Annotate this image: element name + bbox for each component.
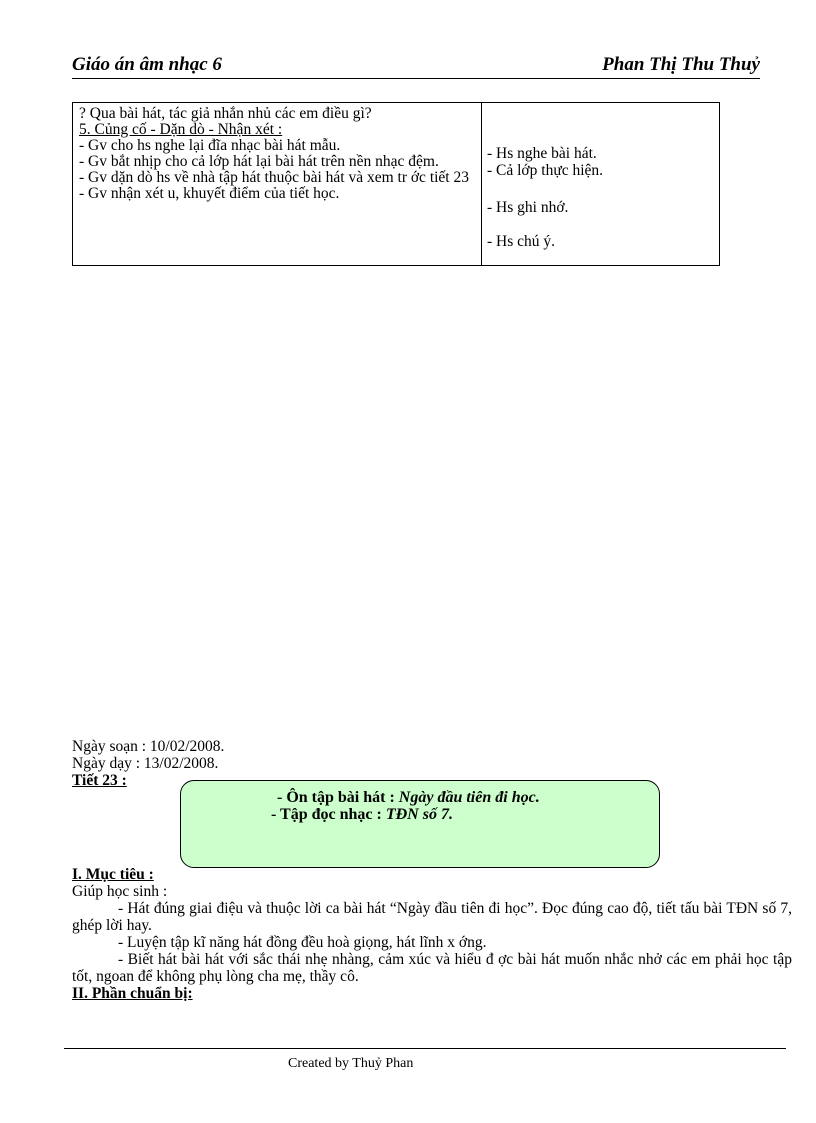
objectives-heading: I. Mục tiêu :	[72, 866, 154, 883]
teacher-step-2: - Gv bắt nhịp cho cả lớp hát lại bài hát trên nền nhạc đệm.	[79, 153, 439, 170]
section5-heading: 5. Củng cố - Dặn dò - Nhận xét :	[79, 121, 283, 138]
topic-review-song	[277, 789, 540, 807]
footer-divider	[64, 1048, 786, 1049]
activity-table	[72, 102, 720, 266]
student-step-1: - Hs nghe bài hát.	[487, 145, 597, 162]
page-header	[72, 52, 760, 79]
topic-reading-value: TĐN số 7.	[385, 806, 453, 823]
topic-reading-label: - Tập đọc nhạc :	[271, 806, 382, 823]
topic-review-value: Ngày đầu tiên đi học.	[398, 789, 540, 806]
table-column-divider	[481, 103, 482, 265]
student-step-2: - Cả lớp thực hiện.	[487, 162, 604, 179]
teacher-step-4: - Gv nhận xét u, khuyết điểm của tiết học.	[79, 185, 340, 202]
date-taught: Ngày dạy : 13/02/2008.	[72, 755, 219, 772]
topic-sight-reading	[271, 806, 453, 824]
teacher-activities-cell	[79, 106, 475, 202]
header-author: Phan Thị Thu Thuỷ	[602, 54, 760, 75]
student-step-4: - Hs chú ý.	[487, 233, 556, 250]
student-step-3: - Hs ghi nhớ.	[487, 199, 569, 216]
teacher-question: ? Qua bài hát, tác giả nhắn nhủ các em điều gì?	[79, 105, 372, 122]
header-subject: Giáo án âm nhạc 6	[72, 54, 222, 75]
period-label: Tiết 23 :	[72, 772, 127, 789]
teacher-step-1: - Gv cho hs nghe lại đĩa nhạc bài hát mẫu.	[79, 137, 341, 154]
topics-box	[180, 780, 660, 868]
preparation-heading: II. Phần chuẩn bị:	[72, 985, 193, 1002]
date-prepared: Ngày soạn : 10/02/2008.	[72, 738, 225, 755]
teacher-step-3: - Gv dặn dò hs về nhà tập hát thuộc bài hát và xem tr ớc tiết 23	[79, 169, 469, 186]
objective-item-1: - Hát đúng giai điệu và thuộc lời ca bài hát “Ngày đầu tiên đi học”. Đọc đúng cao độ, tiết tấu bài TĐN số 7, ghép lời hay.	[72, 900, 792, 934]
objectives-intro: Giúp học sinh :	[72, 883, 168, 900]
objectives-section	[72, 866, 792, 1002]
objective-item-2: - Luyện tập kĩ năng hát đồng đều hoà giọng, hát lĩnh x ớng.	[118, 934, 487, 951]
objective-item-3: - Biết hát bài hát với sắc thái nhẹ nhàng, cảm xúc và hiểu đ ợc bài hát muốn nhắc nhở các em phải học tập tốt, ngoan để không phụ lòng cha mẹ, thầy cô.	[72, 951, 792, 985]
topic-review-label: - Ôn tập bài hát :	[277, 789, 395, 806]
footer-credit: Created by Thuỷ Phan	[288, 1056, 414, 1071]
